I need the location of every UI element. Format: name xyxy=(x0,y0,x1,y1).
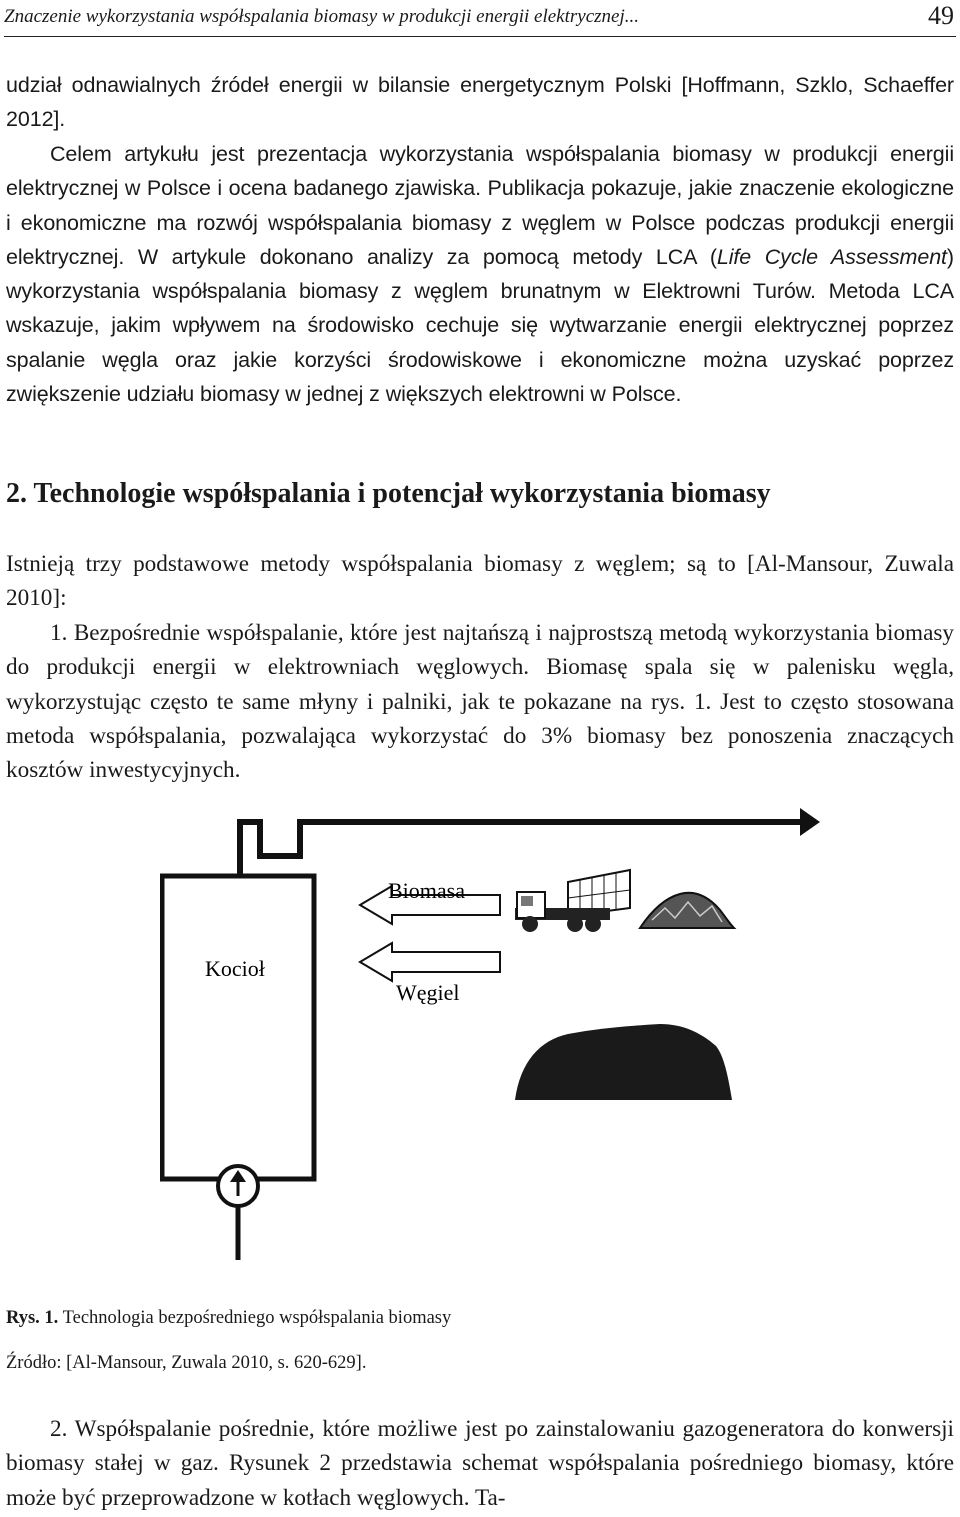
methods-intro: Istnieją trzy podstawowe metody współspalania biomasy z węglem; są to [Al-Mansour, Zuwala 2010]: xyxy=(6,551,954,612)
running-title: Znaczenie wykorzystania współspalania biomasy w produkcji energii elektrycznej... xyxy=(4,6,639,27)
coal-arrow xyxy=(360,943,500,981)
boiler-box xyxy=(162,876,314,1179)
method-1-paragraph: 1. Bezpośrednie współspalanie, które jest najtańszą i najprostszą metodą wykorzystania biomasy do produkcji energii w elektrowniach węglowych. Biomasę spala się w palenisku węgla, wykorzystując często te same młyny i palniki, jak te pokazane na rys. 1. Jest to często stosowana metoda współspalania, pozwalająca wykorzystać do 3% biomasy bez ponoszenia znaczących kosztów inwestycyjnych. xyxy=(6,620,954,784)
coal-label: Węgiel xyxy=(396,980,460,1005)
power-output-line xyxy=(240,822,800,875)
running-header xyxy=(4,2,956,37)
boiler-label: Kocioł xyxy=(205,956,265,981)
method-2-paragraph: 2. Współspalanie pośrednie, które możliwe jest po zainstalowaniu gazogeneratora do konwersji biomasy stałej w gaz. Rysunek 2 przedstawia schemat współspalania pośredniego biomasy, które może być przeprowadzone w kotłach węglowych. Ta- xyxy=(6,1416,954,1511)
intro-continuation: udział odnawialnych źródeł energii w bilansie energetycznym Polski [Hoffmann, Szklo, Schaeffer 2012]. xyxy=(6,73,954,132)
aim-lca-term: Life Cycle Assessment xyxy=(716,244,947,269)
aim-lca-before: W artykule dokonano analizy za pomocą metody LCA ( xyxy=(137,244,717,269)
aim-paragraph xyxy=(6,137,954,411)
figure-source: Źródło: [Al-Mansour, Zuwala 2010, s. 620-629]. xyxy=(6,1353,367,1373)
page-number: 49 xyxy=(928,1,954,30)
dump-truck-icon xyxy=(515,870,630,932)
power-output-arrowhead xyxy=(800,808,820,836)
aim-lca-after: ) wykorzystania współspalania biomasy z węglem brunatnym w Elektrowni Turów. Metoda LCA wskazuje, jakim wpływem na środowisko cechuje się wytwarzanie energii elektrycznej poprzez spalanie węgla oraz jakie korzyści środowiskowe i ekonomiczne można uzyskać poprzez zwiększenie udziału biomasy w jednej z większych elektrowni w Polsce. xyxy=(6,244,954,407)
aim-paragraph-start: Celem artykułu jest prezentacja wykorzystania współspalania biomasy w produkcji energii elektrycznej w Polsce i ocena badanego zjawiska. Publikacja pokazuje, jakie znaczenie ekologiczne i ekonomiczne ma rozwój współspalania biomasy z węglem w Polsce podczas produkcji energii elektrycznej. xyxy=(6,142,954,269)
caption-text: Technologia bezpośredniego współspalania biomasy xyxy=(62,1308,452,1328)
coal-pile-icon xyxy=(515,1024,732,1100)
figure-1 xyxy=(160,800,820,1260)
caption-prefix: Rys. 1. xyxy=(6,1308,59,1328)
biomass-label: Biomasa xyxy=(388,878,465,903)
co-firing-diagram xyxy=(160,800,820,1260)
figure-caption xyxy=(6,1308,451,1329)
biomass-pile-icon xyxy=(640,893,734,928)
section-heading: 2. Technologie współspalania i potencjał wykorzystania biomasy xyxy=(6,478,771,509)
